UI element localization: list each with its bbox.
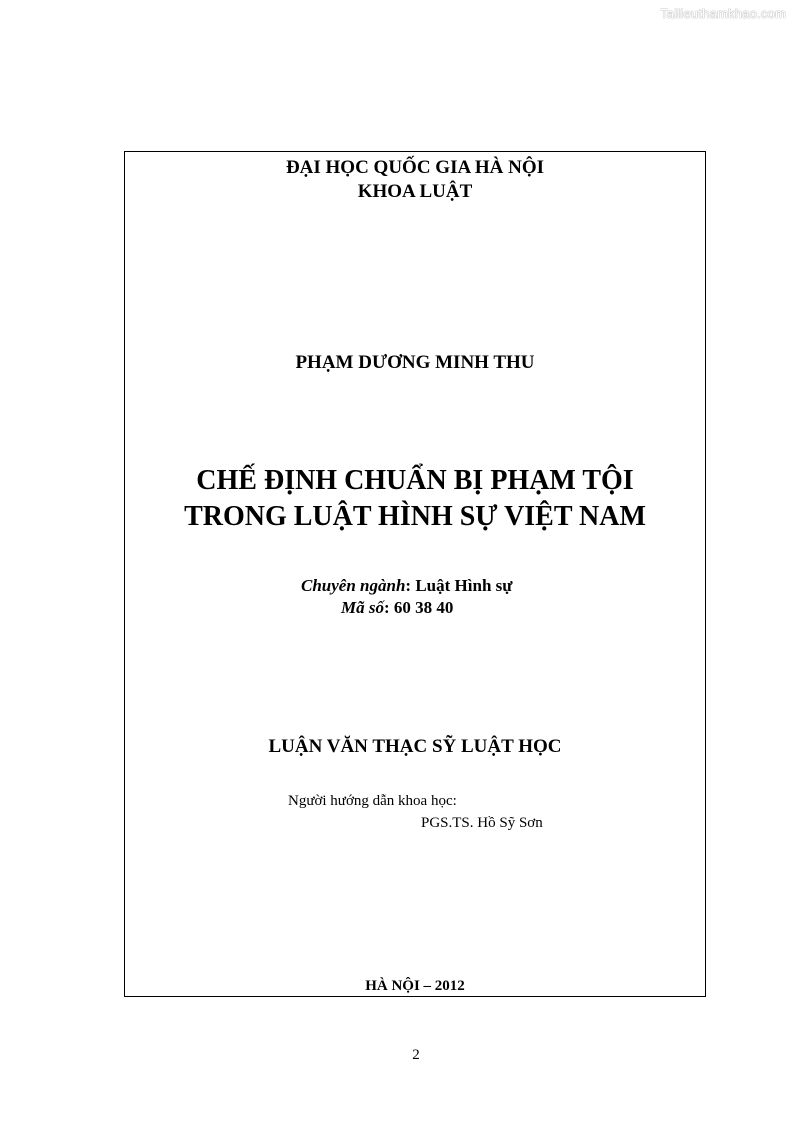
cover-frame	[124, 151, 706, 997]
code-line	[341, 598, 453, 618]
thesis-title-line-2: TRONG LUẬT HÌNH SỰ VIỆT NAM	[184, 501, 646, 532]
page-number: 2	[412, 1047, 420, 1063]
place-year: HÀ NỘI – 2012	[365, 978, 465, 994]
degree-title: LUẬN VĂN THẠC SỸ LUẬT HỌC	[268, 736, 562, 757]
university-name: ĐẠI HỌC QUỐC GIA HÀ NỘI	[285, 157, 545, 178]
code-label: Mã số	[341, 598, 384, 617]
faculty-name: KHOA LUẬT	[357, 181, 473, 202]
advisor-label: Người hướng dẫn khoa học:	[288, 793, 457, 809]
specialty-value: : Luật Hình sự	[405, 576, 513, 595]
watermark-text: Tailieuthamkhao.com	[660, 6, 786, 21]
specialty-line	[301, 576, 512, 596]
author-name: PHẠM DƯƠNG MINH THU	[295, 352, 535, 373]
specialty-label: Chuyên ngành	[301, 576, 406, 595]
code-value: : 60 38 40	[383, 598, 454, 617]
advisor-name: PGS.TS. Hồ Sỹ Sơn	[421, 815, 543, 831]
thesis-title-line-1: CHẾ ĐỊNH CHUẨN BỊ PHẠM TỘI	[196, 465, 634, 496]
